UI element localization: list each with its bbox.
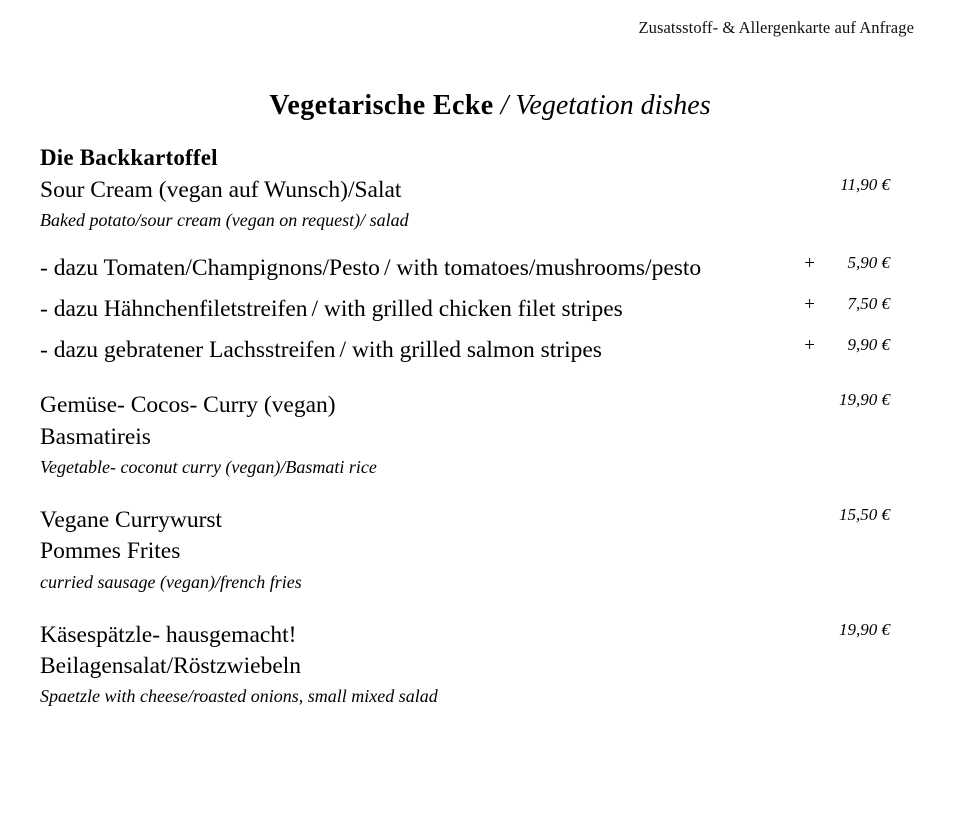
menu-item-side: Pommes Frites [40,538,181,565]
menu-item-name: - dazu Tomaten/Champignons/Pesto [40,254,380,281]
menu-item-price: 9,90 € [847,335,890,355]
menu-item-english: / with grilled salmon stripes [339,337,602,364]
menu-item-name-suffix: (vegan) [257,392,336,419]
menu-item-price: 11,90 € [840,175,890,194]
allergen-note: Zusatsstoff- & Allergenkarte auf Anfrage [638,18,914,37]
menu-item-price: 5,90 € [847,252,890,272]
section-heading-backkartoffel: Die Backkartoffel [40,145,218,170]
menu-item-plus: + [804,252,815,274]
page-title-english: Vegetation dishes [515,90,711,121]
menu-item-price: 19,90 € [839,619,890,639]
menu-item-name: Käsespätzle- hausgemacht! [40,621,297,648]
menu-item-description: Spaetzle with cheese/roasted onions, small mixed salad [40,686,438,707]
menu-item-english: / with tomatoes/mushrooms/pesto [383,254,702,281]
menu-item-plus: + [804,335,815,357]
page-title-german: Vegetarische Ecke [269,90,494,121]
menu-item-name: - dazu gebratener Lachsstreifen [40,337,336,364]
menu-item-kaesespaetzle [40,620,890,709]
page-title [0,90,980,122]
menu-item-description: Baked potato/sour cream (vegan on request)/ salad [40,210,409,231]
menu-item-side: Beilagensalat/Röstzwiebeln [40,653,302,680]
menu-item-description: curried sausage (vegan)/french fries [40,571,302,592]
menu-item-addon-tomaten [40,253,890,284]
menu-item-addon-haehnchen [40,294,890,325]
menu-item-vegane-currywurst [40,505,890,594]
menu-item-side: Basmatireis [40,423,151,450]
menu-item-addon-lachs [40,335,890,366]
menu-item-name: - dazu Hähnchenfiletstreifen [40,295,308,322]
menu-item-price: 19,90 € [839,390,890,410]
menu-item-price: 15,50 € [839,505,890,525]
menu-item-price: 7,50 € [847,293,890,313]
page-title-separator: / [493,90,516,121]
menu-item-english: / with grilled chicken filet stripes [311,295,623,322]
menu-item-name: Sour Cream (vegan auf Wunsch)/Salat [40,177,402,203]
menu-item-gemuese-cocos-curry [40,390,890,479]
menu-item-name: Gemüse- Cocos- Curry [40,392,258,419]
menu-item-sour-cream [40,175,890,233]
menu-content [40,145,890,709]
menu-item-plus: + [804,293,815,315]
menu-item-description: Vegetable- coconut curry (vegan)/Basmati rice [40,456,377,477]
menu-item-name: Vegane Currywurst [40,507,223,534]
